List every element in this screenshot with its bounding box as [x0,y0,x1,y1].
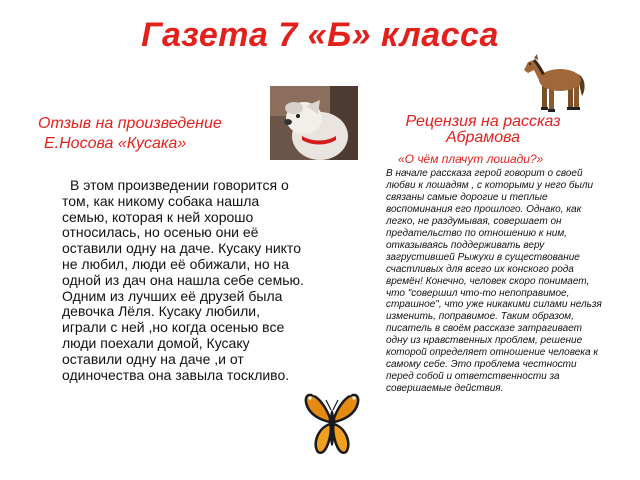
butterfly-icon [302,388,362,462]
review-body [62,178,308,383]
review-heading-line1: Отзыв на произведение [38,115,222,132]
review-heading-line2: Е.Носова «Кусака» [44,135,187,152]
critique-heading [388,114,578,146]
dog-photo [270,86,358,160]
review-heading [38,114,278,154]
critique-heading-line2: Абрамова [445,129,521,146]
critique-body: В начале рассказа герой говорит о своей любви к лошадям , с которыми у него были связаны самые дорогие и теплые воспоминания его прошлого. Однако, как легко, не раздумывая, совершает он предательство по отношению к ним, отказываясь поддерживать веру загрустившей Рыжухи в существование счастливых для всего их конского рода времён! Конечно, человек скоро понимает, что "совершил что-то непоправимое, страшное", что уже никакими силами нельзя изменить, поправимое. Таким образом, писатель в своём рассказе затрагивает одну из нравственных проблем, решение которой определяет отношение человека к самому себе. Это проблема честности перед собой и ответственности за совершаемые действия. [386,168,602,395]
critique-subheading: «О чём плачут лошади?» [398,152,544,166]
horse-icon [520,52,590,114]
page-title: Газета 7 «Б» класса [141,16,499,54]
review-body-text: В этом произведении говорится о том, как никому собака нашла семью, которая к ней хорошо относилась, но осенью они её оставили одну на даче. Кусаку никто не любил, люди её обижали, но на одной из дач она нашла себе семью. Одним из лучших её друзей была девочка Лёля. Кусаку любили, играли с ней ,но когда осенью все люди поехали домой, Кусаку оставили одну на даче ,и от одиночества она завыла тоскливо. [62,177,304,383]
critique-heading-line1: Рецензия на рассказ [405,113,561,130]
